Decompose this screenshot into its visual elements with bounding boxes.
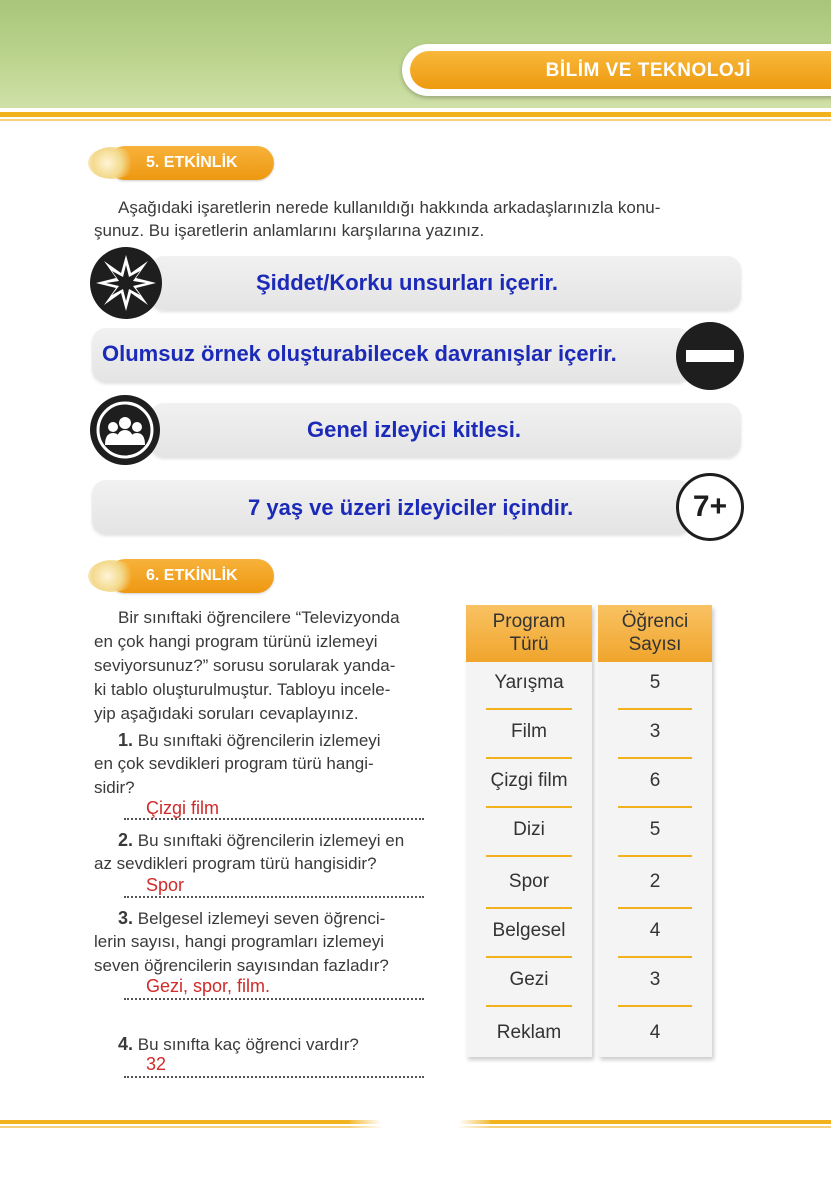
table-cell-program: Gezi [509,969,549,990]
table-row-separator [486,708,572,710]
seven-plus-icon [676,473,744,541]
question-3-line-1: Belgesel izlemeyi seven öğrenci- [137,909,386,928]
question-1-line-1: Bu sınıftaki öğrencilerin izlemeyi [137,731,381,750]
table-cell-count: 3 [649,969,661,990]
table-cell-count: 4 [649,1022,661,1043]
question-1-number: 1. [118,730,134,750]
table-header-program-line-1: Program [492,611,566,632]
table-cell-program: Yarışma [494,672,564,693]
question-2-number: 2. [118,830,134,850]
answer-3: Gezi, spor, film. [146,976,271,996]
question-4-line-1: Bu sınıfta kaç öğrenci vardır? [137,1035,359,1054]
header-divider [0,112,831,117]
answer-4: 32 [146,1054,167,1074]
table-header-count-line-2: Sayısı [628,634,682,655]
table-cell-program: Film [511,721,547,742]
activity5-instruction-line-1: Aşağıdaki işaretlerin nerede kullanıldığı hakkında arkadaşlarınızla konu- [118,198,661,217]
table-row-separator [618,1005,692,1007]
table-cell-count: 4 [649,920,661,941]
table-cell-program: Çizgi film [490,770,568,791]
table-header-program-line-2: Türü [509,634,549,655]
question-1 [118,728,381,754]
question-1-line-2: en çok sevdikleri program türü hangi- [94,754,374,773]
question-3 [118,906,385,932]
answer-text-1: Şiddet/Korku unsurları içerir. [256,270,558,295]
table-header-count [598,605,712,662]
question-2-line-2: az sevdikleri program türü hangisidir? [94,854,377,873]
question-3-line-2: lerin sayısı, hangi programları izlemeyi [94,932,385,951]
header-divider-thin [0,119,831,121]
table-cell-program: Belgesel [492,920,566,941]
general-audience-icon [90,395,160,465]
footer-ornament [350,1090,490,1150]
table-cell-count: 3 [649,721,661,742]
table-row-separator [618,757,692,759]
question-1-line-3: sidir? [94,778,135,797]
table-header-program [466,605,592,662]
table-cell-program: Dizi [513,819,545,840]
seven-plus-label: 7+ [692,490,728,523]
no-entry-symbol-icon [676,322,744,390]
table-row-separator [486,1005,572,1007]
question-2 [118,828,404,854]
swirl-ornament-icon [88,560,136,592]
activity5-title: 5. ETKİNLİK [146,154,238,171]
question-2-line-1: Bu sınıftaki öğrencilerin izlemeyi en [137,831,405,850]
answer-1: Çizgi film [146,798,220,818]
table-cell-count: 5 [649,819,661,840]
table-row-separator [618,956,692,958]
table-row-separator [618,708,692,710]
table-row-separator [618,907,692,909]
table-header-count-line-1: Öğrenci [621,611,689,632]
question-3-line-3: seven öğrencilerin sayısından fazladır? [94,956,389,975]
table-row-separator [486,907,572,909]
table-cell-count: 5 [649,672,661,693]
table-row-separator [486,757,572,759]
activity6-title: 6. ETKİNLİK [146,567,238,584]
table-row-separator [618,855,692,857]
question-4-number: 4. [118,1034,134,1054]
intro-line-2: en çok hangi program türünü izlemeyi [94,632,378,651]
activity5-instruction-line-2: şunuz. Bu işaretlerin anlamlarını karşılarına yazınız. [94,221,485,240]
table-cell-program: Reklam [496,1022,562,1043]
intro-line-5: yip aşağıdaki soruları cevaplayınız. [94,704,359,723]
answer-line-3 [124,998,424,1000]
intro-line-1: Bir sınıftaki öğrencilere “Televizyonda [118,608,400,627]
subject-title: BİLİM VE TEKNOLOJİ [545,60,751,81]
answer-line-2 [124,896,424,898]
table-row-separator [486,806,572,808]
violence-symbol-icon [90,247,162,319]
answer-text-2: Olumsuz örnek oluşturabilecek davranışlar içerir. [102,341,617,366]
intro-line-3: seviyorsunuz?” sorusu sorularak yanda- [94,656,396,675]
table-row-separator [486,855,572,857]
answer-line-4 [124,1076,424,1078]
table-cell-count: 6 [649,770,661,791]
table-row-separator [486,956,572,958]
question-3-number: 3. [118,908,134,928]
intro-line-4: ki tablo oluşturulmuştur. Tabloyu incele- [94,680,391,699]
answer-line-1 [124,818,424,820]
table-row-separator [618,806,692,808]
answer-text-3: Genel izleyici kitlesi. [307,417,521,442]
swirl-ornament-icon [88,147,136,179]
answer-2: Spor [146,875,185,895]
answer-text-4: 7 yaş ve üzeri izleyiciler içindir. [248,495,574,520]
table-cell-count: 2 [649,871,661,892]
table-cell-program: Spor [508,871,550,892]
